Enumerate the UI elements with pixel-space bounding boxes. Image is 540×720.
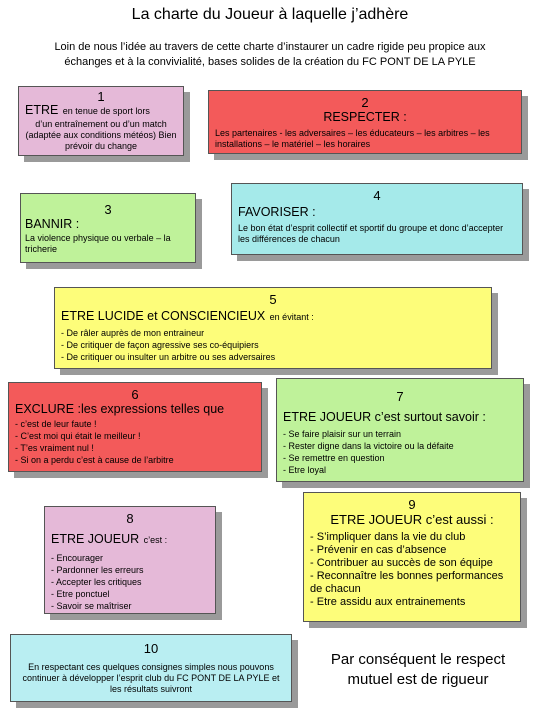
box-number: 8 <box>126 511 134 526</box>
list-item: - De râler auprès de mon entraineur <box>61 327 485 339</box>
list-item: - C’est moi qui était le meilleur ! <box>15 430 255 442</box>
box-number: 2 <box>361 95 369 110</box>
box-heading-suffix: en tenue de sport lors <box>62 106 150 116</box>
box-heading: BANNIR : <box>25 217 80 231</box>
list-item: - T’es vraiment nul ! <box>15 442 255 454</box>
box-heading: EXCLURE :les expressions telles que <box>15 402 225 416</box>
box-body: Les partenaires - les adversaires – les éducateurs – les arbitres – les installations – le matériel – les horaires <box>215 128 490 149</box>
conclusion-text: Par conséquent le respect mutuel est de rigueur <box>330 651 506 688</box>
box-body: En respectant ces quelques consignes simples nous pouvons continuer à développer l’esprit club du FC PONT DE LA PYLE et les résultats suivront <box>22 662 280 694</box>
box-heading: ETRE JOUEUR <box>51 532 140 546</box>
charter-box-2 <box>208 90 522 154</box>
box-body: Le bon état d’esprit collectif et sportif du groupe et donc d’accepter les différences de chacun <box>238 223 504 244</box>
list-item: - Etre ponctuel <box>51 588 209 600</box>
box-list <box>61 327 485 363</box>
charter-box-1 <box>18 86 184 156</box>
list-item: - Etre assidu aux entrainements <box>310 596 514 609</box>
charter-box-10 <box>10 634 292 702</box>
box-heading: ETRE <box>25 103 59 117</box>
charter-box-6 <box>8 382 262 472</box>
list-item: - c’est de leur faute ! <box>15 418 255 430</box>
box-number: 7 <box>396 389 404 404</box>
list-item: - Accepter les critiques <box>51 576 209 588</box>
list-item: - Prévenir en cas d’absence <box>310 544 514 557</box>
list-item: - S’impliquer dans la vie du club <box>310 531 514 544</box>
charter-box-8 <box>44 506 216 614</box>
box-heading: ETRE JOUEUR c’est aussi : <box>330 512 494 527</box>
box-body: La violence physique ou verbale – la tricherie <box>25 233 171 254</box>
list-item: - Contribuer au succès de son équipe <box>310 557 514 570</box>
list-item: - De critiquer ou insulter un arbitre ou ses adversaires <box>61 351 485 363</box>
list-item: - Reconnaître les bonnes performances de chacun <box>310 570 514 596</box>
page-title: La charte du Joueur à laquelle j’adhère <box>131 6 409 23</box>
intro-text: Loin de nous l’idée au travers de cette charte d’instaurer un cadre rigide peu propice aux échanges et à la convivialité, bases solides de la création du FC PONT DE LA PYLE <box>54 41 486 68</box>
list-item: - Pardonner les erreurs <box>51 564 209 576</box>
box-list <box>51 552 209 612</box>
box-heading: ETRE LUCIDE et CONSCIENCIEUX <box>61 309 266 323</box>
box-body: d’un entraînement ou d’un match (adaptée aux conditions météos) Bien prévoir du change <box>25 119 177 151</box>
box-number: 3 <box>104 202 112 217</box>
charter-box-9 <box>303 492 521 622</box>
box-number: 9 <box>408 497 416 512</box>
list-item: - De critiquer de façon agressive ses co-équipiers <box>61 339 485 351</box>
charter-box-3 <box>20 193 196 263</box>
box-number: 5 <box>269 292 277 307</box>
box-heading-suffix: c’est : <box>143 535 168 545</box>
box-list <box>310 531 514 609</box>
charter-box-4 <box>231 183 523 255</box>
box-list <box>283 428 517 476</box>
box-number: 6 <box>131 387 139 402</box>
box-number: 1 <box>97 89 105 104</box>
list-item: - Rester digne dans la victoire ou la défaite <box>283 440 517 452</box>
box-heading-suffix: en évitant : <box>269 312 314 322</box>
charter-box-7 <box>276 378 524 482</box>
box-number: 10 <box>143 641 159 656</box>
list-item: - Savoir se maîtriser <box>51 600 209 612</box>
list-item: - Si on a perdu c’est à cause de l’arbitre <box>15 454 255 466</box>
list-item: - Se remettre en question <box>283 452 517 464</box>
box-heading: RESPECTER : <box>323 110 407 124</box>
box-list <box>15 418 255 466</box>
list-item: - Encourager <box>51 552 209 564</box>
box-number: 4 <box>373 188 381 203</box>
charter-box-5 <box>54 287 492 369</box>
list-item: - Etre loyal <box>283 464 517 476</box>
box-heading: ETRE JOUEUR c’est surtout savoir : <box>283 410 486 424</box>
box-heading: FAVORISER : <box>238 205 316 219</box>
list-item: - Se faire plaisir sur un terrain <box>283 428 517 440</box>
